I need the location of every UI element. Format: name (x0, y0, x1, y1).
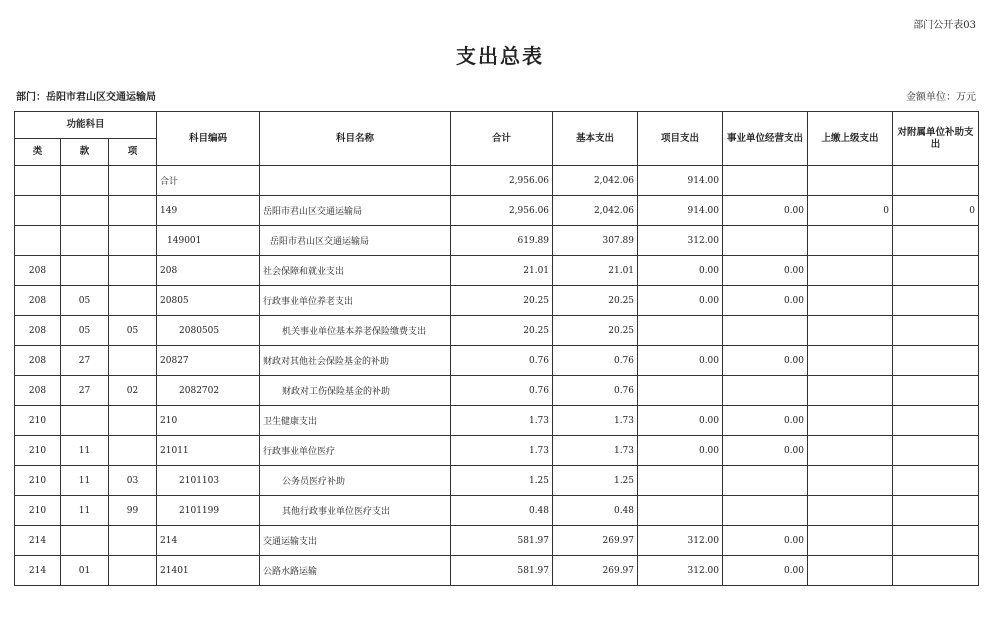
cell-kuan (61, 196, 109, 226)
header-func-group: 功能科目 (15, 112, 157, 139)
cell-project: 914.00 (638, 166, 723, 196)
cell-subsidy (893, 526, 979, 556)
cell-basic: 269.97 (553, 556, 638, 586)
cell-code: 2101199 (157, 496, 260, 526)
cell-total: 0.76 (451, 376, 553, 406)
cell-project: 0.00 (638, 436, 723, 466)
cell-upper (808, 376, 893, 406)
cell-total: 0.48 (451, 496, 553, 526)
cell-total: 1.25 (451, 466, 553, 496)
cell-subsidy (893, 466, 979, 496)
cell-upper (808, 256, 893, 286)
cell-subsidy (893, 346, 979, 376)
cell-subsidy (893, 556, 979, 586)
table-row (15, 376, 979, 406)
cell-project: 0.00 (638, 346, 723, 376)
cell-code: 149001 (157, 226, 260, 256)
cell-code: 20827 (157, 346, 260, 376)
cell-kuan (61, 226, 109, 256)
cell-kuan (61, 526, 109, 556)
cell-basic: 269.97 (553, 526, 638, 556)
cell-basic: 20.25 (553, 316, 638, 346)
table-body (15, 166, 979, 586)
cell-xiang (109, 196, 157, 226)
header-subsidy: 对附属单位补助支出 (893, 112, 979, 166)
cell-basic: 2,042.06 (553, 166, 638, 196)
cell-code: 21011 (157, 436, 260, 466)
cell-code: 合计 (157, 166, 260, 196)
cell-kuan: 01 (61, 556, 109, 586)
cell-kuan: 05 (61, 286, 109, 316)
cell-upper (808, 436, 893, 466)
table-row (15, 526, 979, 556)
cell-total: 20.25 (451, 316, 553, 346)
cell-business: 0.00 (723, 256, 808, 286)
cell-project: 312.00 (638, 226, 723, 256)
cell-subsidy (893, 376, 979, 406)
cell-total: 581.97 (451, 526, 553, 556)
cell-xiang (109, 256, 157, 286)
cell-total: 20.25 (451, 286, 553, 316)
cell-business (723, 166, 808, 196)
cell-lei: 210 (15, 496, 61, 526)
cell-basic: 2,042.06 (553, 196, 638, 226)
cell-code: 208 (157, 256, 260, 286)
cell-subsidy (893, 166, 979, 196)
cell-code: 214 (157, 526, 260, 556)
cell-lei (15, 166, 61, 196)
cell-business: 0.00 (723, 556, 808, 586)
cell-name: 岳阳市君山区交通运输局 (260, 226, 451, 256)
cell-subsidy (893, 286, 979, 316)
cell-upper (808, 166, 893, 196)
cell-name: 岳阳市君山区交通运输局 (260, 196, 451, 226)
cell-basic: 0.76 (553, 346, 638, 376)
cell-upper: 0 (808, 196, 893, 226)
cell-upper (808, 466, 893, 496)
page-title: 支出总表 (456, 44, 544, 68)
cell-total: 2,956.06 (451, 196, 553, 226)
expenditure-table (14, 111, 979, 586)
cell-name: 财政对工伤保险基金的补助 (260, 376, 451, 406)
cell-total: 619.89 (451, 226, 553, 256)
cell-basic: 307.89 (553, 226, 638, 256)
cell-xiang (109, 406, 157, 436)
table-row (15, 466, 979, 496)
table-row (15, 406, 979, 436)
cell-subsidy (893, 436, 979, 466)
header-total: 合计 (451, 112, 553, 166)
cell-subsidy (893, 496, 979, 526)
cell-name: 社会保障和就业支出 (260, 256, 451, 286)
cell-upper (808, 406, 893, 436)
cell-business (723, 226, 808, 256)
header-kuan: 款 (61, 139, 109, 166)
cell-business: 0.00 (723, 406, 808, 436)
cell-lei: 208 (15, 316, 61, 346)
form-code: 部门公开表03 (913, 20, 976, 31)
table-row (15, 166, 979, 196)
cell-basic: 0.76 (553, 376, 638, 406)
cell-total: 2,956.06 (451, 166, 553, 196)
cell-xiang: 03 (109, 466, 157, 496)
cell-business: 0.00 (723, 286, 808, 316)
cell-business (723, 496, 808, 526)
cell-basic: 0.48 (553, 496, 638, 526)
cell-business (723, 316, 808, 346)
table-row (15, 436, 979, 466)
header-upper: 上缴上级支出 (808, 112, 893, 166)
cell-code: 2082702 (157, 376, 260, 406)
cell-kuan (61, 166, 109, 196)
table-row (15, 256, 979, 286)
table-row (15, 556, 979, 586)
cell-upper (808, 496, 893, 526)
cell-lei: 208 (15, 376, 61, 406)
cell-total: 1.73 (451, 436, 553, 466)
table-row (15, 346, 979, 376)
cell-total: 581.97 (451, 556, 553, 586)
cell-basic: 1.73 (553, 436, 638, 466)
cell-basic: 1.73 (553, 406, 638, 436)
cell-name: 其他行政事业单位医疗支出 (260, 496, 451, 526)
cell-lei: 208 (15, 256, 61, 286)
cell-project: 914.00 (638, 196, 723, 226)
table-row (15, 226, 979, 256)
cell-lei: 214 (15, 556, 61, 586)
cell-xiang: 05 (109, 316, 157, 346)
cell-kuan: 11 (61, 466, 109, 496)
cell-code: 21401 (157, 556, 260, 586)
cell-name: 财政对其他社会保险基金的补助 (260, 346, 451, 376)
cell-code: 20805 (157, 286, 260, 316)
cell-project: 312.00 (638, 556, 723, 586)
header-xiang: 项 (109, 139, 157, 166)
cell-xiang (109, 226, 157, 256)
cell-name: 行政事业单位医疗 (260, 436, 451, 466)
table-row (15, 286, 979, 316)
header-lei: 类 (15, 139, 61, 166)
cell-code: 210 (157, 406, 260, 436)
cell-lei (15, 226, 61, 256)
department-label: 部门：岳阳市君山区交通运输局 (16, 92, 156, 103)
cell-business (723, 376, 808, 406)
cell-upper (808, 526, 893, 556)
cell-name: 公务员医疗补助 (260, 466, 451, 496)
cell-lei: 208 (15, 346, 61, 376)
cell-kuan: 11 (61, 436, 109, 466)
cell-xiang: 99 (109, 496, 157, 526)
cell-code: 2080505 (157, 316, 260, 346)
unit-label: 金额单位：万元 (906, 92, 976, 103)
table-row (15, 196, 979, 226)
cell-xiang: 02 (109, 376, 157, 406)
cell-project: 0.00 (638, 406, 723, 436)
cell-total: 1.73 (451, 406, 553, 436)
header-basic: 基本支出 (553, 112, 638, 166)
cell-project: 0.00 (638, 256, 723, 286)
cell-project (638, 376, 723, 406)
cell-upper (808, 286, 893, 316)
cell-business: 0.00 (723, 436, 808, 466)
cell-lei: 210 (15, 466, 61, 496)
cell-name: 机关事业单位基本养老保险缴费支出 (260, 316, 451, 346)
cell-code: 2101103 (157, 466, 260, 496)
header-name: 科目名称 (260, 112, 451, 166)
cell-name: 行政事业单位养老支出 (260, 286, 451, 316)
cell-upper (808, 346, 893, 376)
cell-code: 149 (157, 196, 260, 226)
cell-subsidy: 0 (893, 196, 979, 226)
cell-business: 0.00 (723, 346, 808, 376)
cell-kuan: 27 (61, 376, 109, 406)
table-row (15, 496, 979, 526)
cell-lei (15, 196, 61, 226)
cell-business (723, 466, 808, 496)
cell-lei: 210 (15, 406, 61, 436)
cell-xiang (109, 286, 157, 316)
cell-project (638, 496, 723, 526)
cell-xiang (109, 556, 157, 586)
cell-xiang (109, 166, 157, 196)
cell-lei: 208 (15, 286, 61, 316)
cell-basic: 1.25 (553, 466, 638, 496)
cell-subsidy (893, 256, 979, 286)
cell-kuan: 27 (61, 346, 109, 376)
header-business: 事业单位经营支出 (723, 112, 808, 166)
cell-upper (808, 226, 893, 256)
cell-upper (808, 556, 893, 586)
cell-project: 0.00 (638, 286, 723, 316)
cell-project (638, 466, 723, 496)
cell-upper (808, 316, 893, 346)
cell-project (638, 316, 723, 346)
cell-subsidy (893, 406, 979, 436)
cell-kuan: 11 (61, 496, 109, 526)
header-code: 科目编码 (157, 112, 260, 166)
cell-xiang (109, 526, 157, 556)
cell-xiang (109, 346, 157, 376)
cell-total: 21.01 (451, 256, 553, 286)
cell-name: 公路水路运输 (260, 556, 451, 586)
cell-name (260, 166, 451, 196)
cell-xiang (109, 436, 157, 466)
cell-name: 卫生健康支出 (260, 406, 451, 436)
table-row (15, 316, 979, 346)
cell-basic: 20.25 (553, 286, 638, 316)
cell-business: 0.00 (723, 196, 808, 226)
cell-business: 0.00 (723, 526, 808, 556)
cell-subsidy (893, 226, 979, 256)
cell-total: 0.76 (451, 346, 553, 376)
cell-kuan: 05 (61, 316, 109, 346)
cell-lei: 214 (15, 526, 61, 556)
cell-basic: 21.01 (553, 256, 638, 286)
cell-lei: 210 (15, 436, 61, 466)
cell-kuan (61, 406, 109, 436)
cell-name: 交通运输支出 (260, 526, 451, 556)
cell-kuan (61, 256, 109, 286)
header-project: 项目支出 (638, 112, 723, 166)
cell-project: 312.00 (638, 526, 723, 556)
cell-subsidy (893, 316, 979, 346)
